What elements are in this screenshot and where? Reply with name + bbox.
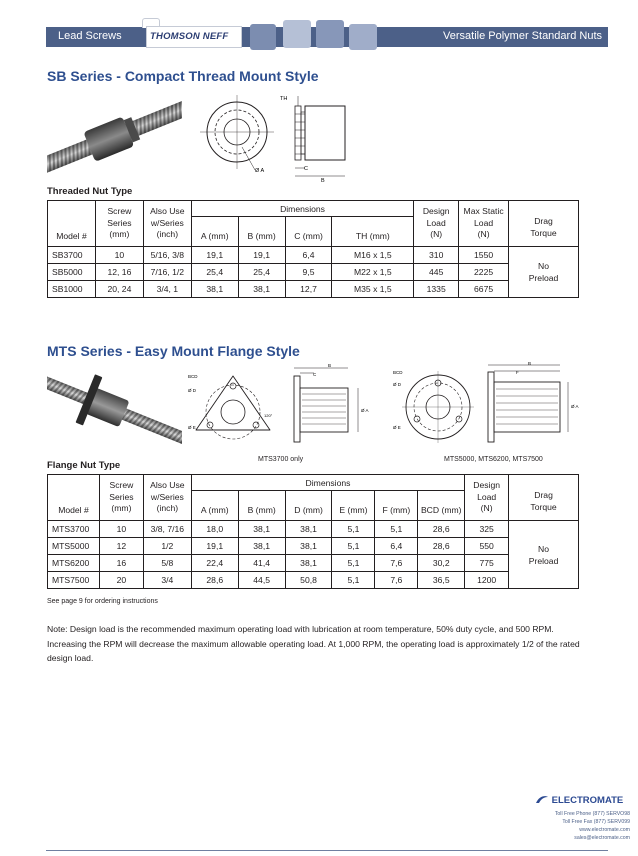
mts-cell: 28,6 [418,521,465,538]
mts-cell: 28,6 [418,538,465,555]
mts-label-d: Ø D [188,388,197,393]
sb-th-dimensions: Dimensions [191,201,413,217]
thomson-neff-logo: THOMSON NEFF [150,31,229,42]
mts-cell: 7,6 [375,572,418,589]
mts-cell: 50,8 [285,572,332,589]
footer-fax: Toll Free Fax (877) SERV099 [562,819,630,825]
table-row [48,572,579,589]
header-square-decoration [349,24,377,50]
mts-th-also [143,475,191,521]
mts-label-d-right: Ø D [393,382,402,387]
mts-cell: 550 [465,538,509,555]
sb-cell: 9,5 [285,264,332,281]
mts-cell: 38,1 [285,555,332,572]
mts-th-dimensions: Dimensions [191,475,464,491]
mts-cell: 325 [465,521,509,538]
sb-cell: 6,4 [285,247,332,264]
sb-cell: 310 [414,247,459,264]
sb-cell: 12, 16 [95,264,143,281]
mts-cell: 16 [99,555,143,572]
mts-subtitle: Flange Nut Type [47,460,121,471]
mts-label-b-right: B [528,362,532,366]
electromate-brand: ELECTROMATE [551,795,624,806]
mts-cell: MTS5000 [48,538,100,555]
sb-th-design-l1: Design [422,206,450,217]
mts-label-f-right: F [516,370,519,375]
mts-th-screw-l1: Screw [109,480,134,491]
mts-th-screw-l2: Series [109,491,134,502]
sb-th-screw-l3: (mm) [109,229,130,240]
mts-th-screw [99,475,143,521]
mts-th-screw-l3: (mm) [111,503,132,514]
mts-label-a-left: Ø A [361,408,369,413]
mts-dimension-drawing [188,362,588,457]
header-square-decoration [250,24,276,50]
sb-th-screw [95,201,143,247]
sb-th-design-l2: Load [426,217,446,228]
mts-cell: 775 [465,555,509,572]
mts-th-b: B (mm) [238,491,285,521]
header-square-decoration [316,20,344,48]
mts-cell: 5,1 [375,521,418,538]
mts-cell: 22,4 [191,555,238,572]
mts-drag-cell [509,521,579,589]
mts-cell: 30,2 [418,555,465,572]
sb-cell: 19,1 [238,247,285,264]
sb-label-th: TH [280,96,288,102]
sb-cell: 25,4 [191,264,238,281]
sb-th-th: TH (mm) [332,217,414,247]
mts-th-a: A (mm) [191,491,238,521]
sb-th-drag-l2: Torque [530,227,557,238]
sb-drag-l2: Preload [528,273,559,283]
mts-th-design-l1: Design [473,480,501,491]
mts-cell: 6,4 [375,538,418,555]
sb-cell: 20, 24 [95,281,143,298]
mts-label-bcd: BCD [188,374,198,379]
sb-cell: 1335 [414,281,459,298]
electromate-logo [535,795,623,806]
sb-cell: M35 x 1,5 [332,281,414,298]
sb-cell: 10 [95,247,143,264]
mts-cell: 44,5 [238,572,285,589]
ordering-reference: See page 9 for ordering instructions [47,598,158,605]
sb-cell: M16 x 1,5 [332,247,414,264]
mts-label-a-right: Ø A [571,404,579,409]
sb-th-screw-l1: Screw [107,206,132,217]
mts-caption-left: MTS3700 only [258,456,304,463]
sb-subtitle: Threaded Nut Type [47,186,133,197]
mts-th-drag [509,475,579,521]
sb-th-drag [509,201,579,247]
mts-th-design [465,475,509,521]
mts-th-e: E (mm) [332,491,375,521]
table-row [48,538,579,555]
table-row [48,521,579,538]
sb-cell: 2225 [459,264,509,281]
sb-th-design [414,201,459,247]
sb-label-b: B [321,178,325,184]
mts-label-e: Ø E [188,425,196,430]
header-section-label: Lead Screws [58,30,122,42]
mts-drag-l2: Preload [528,555,559,566]
sb-cell: 19,1 [191,247,238,264]
mts-cell: 38,1 [285,538,332,555]
sb-cell: SB1000 [48,281,96,298]
mts-th-also-l2: w/Series [150,491,184,502]
mts-cell: 18,0 [191,521,238,538]
sb-spec-table [47,200,579,298]
sb-cell: 38,1 [238,281,285,298]
mts-th-also-l3: (inch) [156,503,179,514]
mts-cell: 10 [99,521,143,538]
mts-nut-photo-image [47,368,182,453]
sb-th-a: A (mm) [191,217,238,247]
mts-spec-table [47,474,579,589]
sb-drag-cell [509,247,579,298]
mts-th-design-l3: (N) [480,503,493,514]
mts-cell: MTS3700 [48,521,100,538]
sb-th-model: Model # [48,201,96,247]
mts-cell: 20 [99,572,143,589]
mts-cell: 5,1 [332,572,375,589]
mts-cell: 5,1 [332,521,375,538]
sb-th-max-l3: (N) [477,229,490,240]
design-load-note: Note: Design load is the recommended maximum operating load with lubrication at room temperature, 50% duty cycle, and 500 RPM. Increasing the RPM will decrease the maximum allowable operating load. At 1,000 RPM, the operating load is approximately 1/2 of the rated design load. [47,624,580,663]
mts-cell: 5,1 [332,555,375,572]
sb-cell: 7/16, 1/2 [143,264,191,281]
mts-cell: 5/8 [143,555,191,572]
table-row [48,281,579,298]
sb-dimension-drawing [195,92,365,187]
mts-th-f: F (mm) [375,491,418,521]
mts-cell: MTS7500 [48,572,100,589]
sb-th-design-l3: (N) [430,229,443,240]
sb-section-title: SB Series - Compact Thread Mount Style [47,68,319,84]
sb-th-max-l1: Max Static [463,206,504,217]
sb-th-max-l2: Load [474,217,494,228]
sb-label-c: C [304,166,308,172]
mts-cell: MTS6200 [48,555,100,572]
mts-th-model: Model # [48,475,100,521]
mts-cell: 5,1 [332,538,375,555]
mts-cell: 38,1 [238,521,285,538]
table-row [48,264,579,281]
mts-cell: 19,1 [191,538,238,555]
mts-cell: 3/4 [143,572,191,589]
header-page-title: Versatile Polymer Standard Nuts [443,30,602,42]
sb-cell: 445 [414,264,459,281]
sb-th-also [143,201,191,247]
mts-label-angle: 120° [264,413,273,418]
mts-cell: 3/8, 7/16 [143,521,191,538]
footer-rule [46,850,608,851]
sb-cell: 12,7 [285,281,332,298]
mts-cell: 12 [99,538,143,555]
sb-cell: 6675 [459,281,509,298]
mts-cell: 1/2 [143,538,191,555]
sb-th-b: B (mm) [238,217,285,247]
mts-label-e-right: Ø E [393,425,401,430]
sb-th-also-l1: Also Use [150,206,185,217]
footer-phone: Toll Free Phone (877) SERVO98 [554,811,630,817]
mts-cell: 38,1 [285,521,332,538]
mts-th-drag-l1: Drag [534,490,553,500]
sb-cell: SB5000 [48,264,96,281]
sb-cell: 38,1 [191,281,238,298]
mts-cell: 36,5 [418,572,465,589]
sb-cell: 25,4 [238,264,285,281]
sb-th-c: C (mm) [285,217,332,247]
sb-drag-l1: No [538,261,550,271]
sb-label-a: Ø A [255,168,265,174]
sb-cell: 1550 [459,247,509,264]
sb-nut-photo [47,92,182,180]
footer-email-link[interactable]: sales@electromate.com [574,835,630,841]
sb-th-drag-l1: Drag [534,216,553,226]
mts-label-b-left: B [328,363,332,368]
mts-th-design-l2: Load [477,491,497,502]
mts-nut-photo [47,368,182,453]
sb-nut-photo-image [47,92,182,180]
footer-website-link[interactable]: www.electromate.com [579,827,630,833]
footer-contact [530,810,630,842]
mts-cell: 1200 [465,572,509,589]
mts-th-drag-l2: Torque [530,501,557,512]
mts-cell: 38,1 [238,538,285,555]
mts-label-bcd-right: BCD [393,370,403,375]
table-row [48,247,579,264]
sb-cell: 3/4, 1 [143,281,191,298]
header-square-decoration [283,20,311,48]
mts-th-also-l1: Also Use [150,480,185,491]
mts-label-c-left: C [313,372,317,377]
sb-cell: SB3700 [48,247,96,264]
table-row [48,555,579,572]
sb-th-screw-l2: Series [107,217,132,228]
mts-cell: 41,4 [238,555,285,572]
mts-th-d: D (mm) [285,491,332,521]
mts-th-bcd: BCD (mm) [418,491,465,521]
sb-cell: M22 x 1,5 [332,264,414,281]
mts-section-title: MTS Series - Easy Mount Flange Style [47,343,300,359]
mts-caption-right: MTS5000, MTS6200, MTS7500 [444,456,543,463]
electromate-swoosh-icon [535,795,549,804]
mts-drag-l1: No [538,543,550,554]
mts-cell: 28,6 [191,572,238,589]
mts-cell: 7,6 [375,555,418,572]
sb-th-also-l2: w/Series [150,217,184,228]
sb-th-also-l3: (inch) [156,229,179,240]
sb-th-max [459,201,509,247]
sb-cell: 5/16, 3/8 [143,247,191,264]
